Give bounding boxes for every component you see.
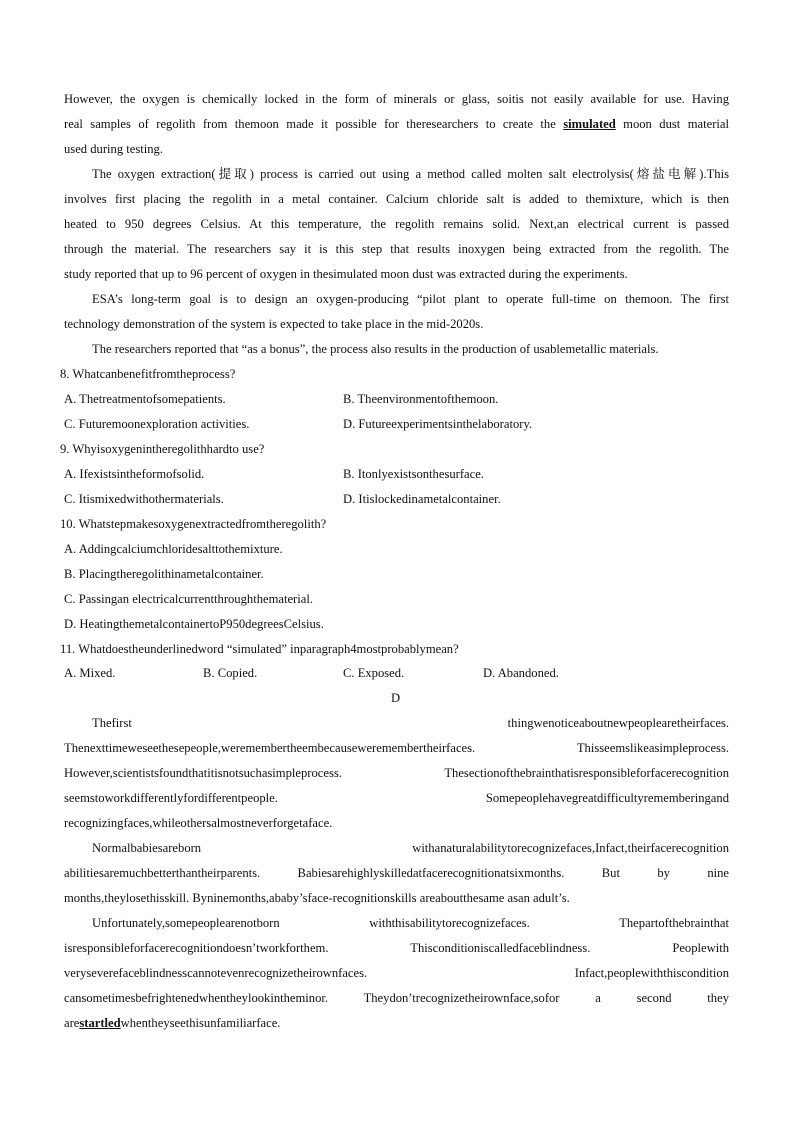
option: B. Theenvironmentofthemoon. xyxy=(343,392,499,406)
passage-line: veryseverefaceblindnesscannotevenrecognizetheirownfaces. Infact,peoplewiththiscondition xyxy=(64,966,729,980)
passage-line xyxy=(64,1015,729,1031)
question-stem: 8. Whatcanbenefitfromtheprocess? xyxy=(60,367,236,381)
option: C. Itismixedwithothermaterials. xyxy=(64,492,224,506)
passage-line: seemstoworkdifferentlyfordifferentpeople. Somepeoplehavegreatdifficultyrememberingand xyxy=(64,791,729,805)
passage-line: However, the oxygen is chemically locked in the form of minerals or glass, soitis not easily available for use. Having xyxy=(64,92,729,106)
option: D. Abandoned. xyxy=(483,666,559,680)
passage-line: months,theylosethisskill. Byninemonths,ababy’sface-recognitionskills areaboutthesame asan adult’s. xyxy=(64,891,570,905)
passage-line: ESA’s long-term goal is to design an oxygen-producing “pilot plant to operate full-time on themoon. The first xyxy=(92,292,729,306)
passage-line: cansometimesbefrightenedwhentheylookintheminor. Theydon’trecognizetheirownface,sofor a second they xyxy=(64,991,729,1005)
option: B. Copied. xyxy=(203,666,258,680)
option: B. Placingtheregolithinametalcontainer. xyxy=(64,567,264,581)
option: A. Thetreatmentofsomepatients. xyxy=(64,392,226,406)
option: D. HeatingthemetalcontainertoP950degreesCelsius. xyxy=(64,617,324,631)
passage-line: technology demonstration of the system is expected to take place in the mid-2020s. xyxy=(64,317,484,331)
option: C. Futuremoonexploration activities. xyxy=(64,417,250,431)
passage-line: recognizingfaces,whileothersalmostneverforgetaface. xyxy=(64,816,333,830)
passage-line: study reported that up to 96 percent of oxygen in thesimulated moon dust was extracted during the experiments. xyxy=(64,267,628,281)
passage-line: Thenexttimeweseethesepeople,weremembertheembecauseweremembertheirfaces. Thisseemslikeasimpleprocess. xyxy=(64,741,729,755)
passage-line: Normalbabiesareborn withanaturalabilitytorecognizefaces,Infact,theirfacerecognition xyxy=(92,841,729,855)
passage-line: The oxygen extraction(提取) process is carried out using a method called molten salt electrolysis(熔盐电解).This xyxy=(92,167,729,181)
passage-line: Thefirst thingwenoticeaboutnewpeoplearetheirfaces. xyxy=(92,716,729,730)
passage-line: The researchers reported that “as a bonus”, the process also results in the production of usablemetallic materials. xyxy=(92,342,659,356)
passage-line: isresponsibleforfacerecognitiondoesn’tworkforthem. Thisconditioniscalledfaceblindness. Peoplewith xyxy=(64,941,729,955)
option: D. Itislockedinametalcontainer. xyxy=(343,492,501,506)
question-stem: 9. Whyisoxygenintheregolithhardto use? xyxy=(60,442,265,456)
question-stem: 11. Whatdoestheunderlinedword “simulated” inparagraph4mostprobablymean? xyxy=(60,642,459,656)
passage-line: Unfortunately,somepeoplearenotborn withthisabilitytorecognizefaces. Thepartofthebrainthat xyxy=(92,916,729,930)
text: whentheyseethisunfamiliarface. xyxy=(120,1016,281,1030)
option: A. Addingcalciumchloridesalttothemixture. xyxy=(64,542,283,556)
passage-line: However,scientistsfoundthatitisnotsuchasimpleprocess. Thesectionofthebrainthatisresponsibleforfacerecognition xyxy=(64,766,729,780)
option: D. Futureexperimentsinthelaboratory. xyxy=(343,417,533,431)
passage-line: used during testing. xyxy=(64,142,163,156)
passage-line xyxy=(64,116,729,132)
passage-line: abilitiesaremuchbetterthantheirparents. Babiesarehighlyskilledatfacerecognitionatsixmonths. But by nine xyxy=(64,866,729,880)
underlined-word: simulated xyxy=(563,117,616,131)
option: A. Ifexistsintheformofsolid. xyxy=(64,467,205,481)
underlined-word: startled xyxy=(79,1016,121,1030)
option: B. Itonlyexistsonthesurface. xyxy=(343,467,484,481)
option: A. Mixed. xyxy=(64,666,116,680)
passage-line: involves first placing the regolith in a metal container. Calcium chloride salt is added to themixture, which is then xyxy=(64,192,729,206)
section-heading: D xyxy=(391,691,401,705)
question-stem: 10. Whatstepmakesoxygenextractedfromtheregolith? xyxy=(60,517,327,531)
option: C. Exposed. xyxy=(343,666,405,680)
passage-line: through the material. The researchers say it is this step that results inoxygen being extracted from the regolith. The xyxy=(64,242,729,256)
text: are xyxy=(64,1016,80,1030)
text: moon dust material xyxy=(615,117,729,131)
option: C. Passingan electricalcurrentthroughthematerial. xyxy=(64,592,313,606)
passage-line: heated to 950 degrees Celsius. At this temperature, the regolith remains solid. Next,an electrical current is passed xyxy=(64,217,729,231)
text: real samples of regolith from themoon made it possible for theresearchers to create the xyxy=(64,117,564,131)
